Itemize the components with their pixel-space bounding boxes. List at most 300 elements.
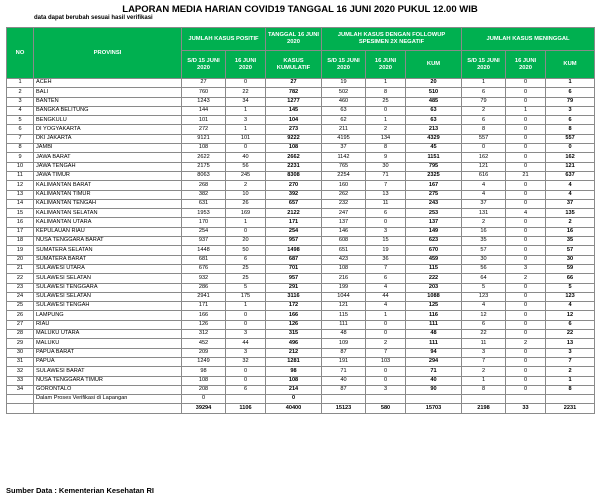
- meninggal-16juni: 0: [506, 227, 546, 236]
- sembuh-kum: 4329: [406, 134, 462, 143]
- positif-16juni: 56: [226, 162, 266, 171]
- meninggal-sd15: 2: [462, 367, 506, 376]
- meninggal-sd15: 557: [462, 134, 506, 143]
- meninggal-16juni: 0: [506, 218, 546, 227]
- table-row: [7, 292, 595, 301]
- header-no: NO: [7, 28, 34, 79]
- sembuh-16juni: 3: [366, 385, 406, 394]
- sembuh-kum: 510: [406, 88, 462, 97]
- total-positif-kumulatif: 40400: [266, 404, 322, 413]
- row-provinsi: KALIMANTAN TIMUR: [34, 190, 182, 199]
- meninggal-16juni: 0: [506, 283, 546, 292]
- sembuh-16juni: 1: [366, 311, 406, 320]
- meninggal-sd15: 35: [462, 237, 506, 246]
- row-no: 31: [7, 357, 34, 366]
- row-provinsi: JAWA BARAT: [34, 153, 182, 162]
- sembuh-16juni: 7: [366, 348, 406, 357]
- sembuh-kum: 2325: [406, 171, 462, 180]
- meninggal-sd15: [462, 395, 506, 404]
- table-row: [7, 88, 595, 97]
- table-row: [7, 125, 595, 134]
- table-row: [7, 283, 595, 292]
- positif-16juni: 0: [226, 311, 266, 320]
- positif-16juni: 0: [226, 320, 266, 329]
- positif-sd15: 2175: [182, 162, 226, 171]
- table-row: [7, 246, 595, 255]
- sembuh-16juni: 6: [366, 209, 406, 218]
- sembuh-16juni: 0: [366, 106, 406, 115]
- meninggal-16juni: 0: [506, 348, 546, 357]
- header-kasus-positif: JUMLAH KASUS POSITIF: [182, 28, 266, 51]
- sembuh-sd15: [322, 395, 366, 404]
- positif-kumulatif: 27: [266, 79, 322, 88]
- row-provinsi: BALI: [34, 88, 182, 97]
- meninggal-16juni: 0: [506, 357, 546, 366]
- positif-kumulatif: 98: [266, 367, 322, 376]
- positif-16juni: 1: [226, 302, 266, 311]
- meninggal-sd15: 162: [462, 153, 506, 162]
- positif-sd15: 208: [182, 385, 226, 394]
- meninggal-16juni: 0: [506, 181, 546, 190]
- meninggal-16juni: 0: [506, 162, 546, 171]
- positif-kumulatif: 392: [266, 190, 322, 199]
- positif-16juni: 245: [226, 171, 266, 180]
- sembuh-kum: 243: [406, 199, 462, 208]
- sembuh-kum: 63: [406, 116, 462, 125]
- positif-16juni: 0: [226, 144, 266, 153]
- sembuh-kum: 149: [406, 227, 462, 236]
- sembuh-sd15: 765: [322, 162, 366, 171]
- positif-sd15: 937: [182, 237, 226, 246]
- sembuh-16juni: 7: [366, 181, 406, 190]
- table-row: [7, 209, 595, 218]
- table-row: [7, 320, 595, 329]
- meninggal-kum: 1: [546, 376, 595, 385]
- header-kasus-date: TANGGAL 16 JUNI 2020: [266, 28, 322, 51]
- meninggal-sd15: 79: [462, 97, 506, 106]
- meninggal-16juni: 0: [506, 88, 546, 97]
- total-sembuh-kum: 15703: [406, 404, 462, 413]
- meninggal-16juni: 4: [506, 209, 546, 218]
- positif-16juni: 34: [226, 97, 266, 106]
- row-provinsi: KALIMANTAN TENGAH: [34, 199, 182, 208]
- sembuh-kum: 63: [406, 106, 462, 115]
- table-row: [7, 79, 595, 88]
- meninggal-sd15: 2: [462, 106, 506, 115]
- positif-16juni: 3: [226, 348, 266, 357]
- sembuh-16juni: 134: [366, 134, 406, 143]
- sembuh-kum: 222: [406, 274, 462, 283]
- positif-16juni: 3: [226, 330, 266, 339]
- row-provinsi: SULAWESI BARAT: [34, 367, 182, 376]
- positif-16juni: 1: [226, 106, 266, 115]
- header-meninggal-kum: KUM: [546, 51, 595, 79]
- sembuh-sd15: 40: [322, 376, 366, 385]
- sembuh-kum: 203: [406, 283, 462, 292]
- positif-16juni: 101: [226, 134, 266, 143]
- meninggal-16juni: 0: [506, 330, 546, 339]
- sembuh-16juni: 1: [366, 116, 406, 125]
- meninggal-16juni: 3: [506, 264, 546, 273]
- sembuh-kum: 275: [406, 190, 462, 199]
- row-no: 24: [7, 292, 34, 301]
- sembuh-sd15: 262: [322, 190, 366, 199]
- sembuh-kum: 115: [406, 264, 462, 273]
- positif-sd15: 1953: [182, 209, 226, 218]
- positif-16juni: 169: [226, 209, 266, 218]
- row-provinsi: KALIMANTAN SELATAN: [34, 209, 182, 218]
- row-provinsi: BENGKULU: [34, 116, 182, 125]
- meninggal-sd15: 56: [462, 264, 506, 273]
- table-row: [7, 218, 595, 227]
- positif-16juni: 6: [226, 255, 266, 264]
- sembuh-16juni: 71: [366, 171, 406, 180]
- positif-16juni: 3: [226, 116, 266, 125]
- meninggal-sd15: 1: [462, 79, 506, 88]
- sembuh-sd15: 502: [322, 88, 366, 97]
- positif-kumulatif: 1498: [266, 246, 322, 255]
- table-row: [7, 255, 595, 264]
- table-row: [7, 395, 595, 404]
- row-provinsi: KEPULAUAN RIAU: [34, 227, 182, 236]
- total-row: [7, 404, 595, 413]
- row-provinsi: SULAWESI TENGGARA: [34, 283, 182, 292]
- header-meninggal-sd15: S/D 15 JUNI 2020: [462, 51, 506, 79]
- row-no: 27: [7, 320, 34, 329]
- meninggal-sd15: 57: [462, 246, 506, 255]
- sembuh-kum: 94: [406, 348, 462, 357]
- total-positif-sd15: 39294: [182, 404, 226, 413]
- row-no: 3: [7, 97, 34, 106]
- row-provinsi: LAMPUNG: [34, 311, 182, 320]
- positif-kumulatif: 104: [266, 116, 322, 125]
- positif-16juni: 0: [226, 376, 266, 385]
- positif-16juni: 25: [226, 264, 266, 273]
- source-note: Sumber Data : Kementerian Kesehatan RI: [6, 486, 154, 495]
- meninggal-sd15: 7: [462, 357, 506, 366]
- positif-kumulatif: 108: [266, 376, 322, 385]
- sembuh-16juni: 8: [366, 144, 406, 153]
- meninggal-kum: 7: [546, 357, 595, 366]
- sembuh-16juni: 44: [366, 292, 406, 301]
- table-row: [7, 171, 595, 180]
- row-provinsi: ACEH: [34, 79, 182, 88]
- row-no: 28: [7, 330, 34, 339]
- positif-16juni: 32: [226, 357, 266, 366]
- sembuh-sd15: 2254: [322, 171, 366, 180]
- row-provinsi: DI YOGYAKARTA: [34, 125, 182, 134]
- sembuh-sd15: 37: [322, 144, 366, 153]
- row-no: 9: [7, 153, 34, 162]
- row-no: 34: [7, 385, 34, 394]
- positif-sd15: 286: [182, 283, 226, 292]
- sembuh-16juni: 11: [366, 199, 406, 208]
- sembuh-sd15: 71: [322, 367, 366, 376]
- meninggal-16juni: 0: [506, 190, 546, 199]
- total-positif-16juni: 1106: [226, 404, 266, 413]
- positif-16juni: 1: [226, 125, 266, 134]
- positif-kumulatif: 2231: [266, 162, 322, 171]
- meninggal-sd15: 8: [462, 125, 506, 134]
- row-no: 22: [7, 274, 34, 283]
- positif-16juni: 0: [226, 227, 266, 236]
- sembuh-sd15: 651: [322, 246, 366, 255]
- sembuh-sd15: 108: [322, 264, 366, 273]
- sembuh-sd15: 109: [322, 339, 366, 348]
- meninggal-16juni: 21: [506, 171, 546, 180]
- positif-16juni: 50: [226, 246, 266, 255]
- table-row: [7, 190, 595, 199]
- meninggal-16juni: 0: [506, 125, 546, 134]
- positif-sd15: 254: [182, 227, 226, 236]
- meninggal-16juni: 2: [506, 339, 546, 348]
- sembuh-kum: 45: [406, 144, 462, 153]
- meninggal-16juni: 0: [506, 311, 546, 320]
- meninggal-sd15: 0: [462, 144, 506, 153]
- row-no: 23: [7, 283, 34, 292]
- meninggal-sd15: 30: [462, 255, 506, 264]
- sembuh-sd15: 48: [322, 330, 366, 339]
- row-provinsi: SULAWESI TENGAH: [34, 302, 182, 311]
- meninggal-kum: 79: [546, 97, 595, 106]
- meninggal-sd15: 6: [462, 116, 506, 125]
- header-positif-kumulatif: KASUS KUMULATIF: [266, 51, 322, 79]
- row-no: 26: [7, 311, 34, 320]
- header-sembuh: JUMLAH KASUS DENGAN FOLLOWUP SPESIMEN 2X NEGATIF: [322, 28, 462, 51]
- positif-kumulatif: 2662: [266, 153, 322, 162]
- sembuh-16juni: 0: [366, 330, 406, 339]
- table-row: [7, 376, 595, 385]
- sembuh-16juni: 6: [366, 274, 406, 283]
- row-no: 6: [7, 125, 34, 134]
- positif-sd15: 0: [182, 395, 226, 404]
- positif-kumulatif: 1281: [266, 357, 322, 366]
- row-no: 18: [7, 237, 34, 246]
- table-row: [7, 385, 595, 394]
- meninggal-sd15: 6: [462, 88, 506, 97]
- meninggal-kum: 8: [546, 385, 595, 394]
- positif-16juni: 44: [226, 339, 266, 348]
- sembuh-16juni: 19: [366, 246, 406, 255]
- positif-kumulatif: 8308: [266, 171, 322, 180]
- sembuh-sd15: 1044: [322, 292, 366, 301]
- verification-note: data dapat berubah sesuai hasil verifikasi: [34, 15, 153, 21]
- positif-sd15: 268: [182, 181, 226, 190]
- meninggal-16juni: 0: [506, 134, 546, 143]
- meninggal-16juni: 0: [506, 246, 546, 255]
- row-provinsi: SULAWESI UTARA: [34, 264, 182, 273]
- row-no: 4: [7, 106, 34, 115]
- positif-kumulatif: 0: [266, 395, 322, 404]
- positif-sd15: 631: [182, 199, 226, 208]
- positif-sd15: 312: [182, 330, 226, 339]
- positif-kumulatif: 254: [266, 227, 322, 236]
- positif-sd15: 126: [182, 320, 226, 329]
- positif-sd15: 1249: [182, 357, 226, 366]
- positif-kumulatif: 957: [266, 274, 322, 283]
- meninggal-sd15: 3: [462, 348, 506, 357]
- positif-16juni: 175: [226, 292, 266, 301]
- meninggal-kum: 4: [546, 181, 595, 190]
- row-no: 33: [7, 376, 34, 385]
- table-row: [7, 153, 595, 162]
- row-provinsi: DKI JAKARTA: [34, 134, 182, 143]
- meninggal-16juni: 0: [506, 385, 546, 394]
- row-no: 14: [7, 199, 34, 208]
- sembuh-kum: 116: [406, 311, 462, 320]
- meninggal-kum: 3: [546, 348, 595, 357]
- meninggal-kum: 162: [546, 153, 595, 162]
- positif-kumulatif: 9222: [266, 134, 322, 143]
- sembuh-kum: 294: [406, 357, 462, 366]
- row-no: [7, 395, 34, 404]
- sembuh-16juni: 30: [366, 162, 406, 171]
- sembuh-kum: 670: [406, 246, 462, 255]
- row-no: 20: [7, 255, 34, 264]
- sembuh-sd15: 146: [322, 227, 366, 236]
- total-meninggal-kum: 2231: [546, 404, 595, 413]
- meninggal-kum: 6: [546, 116, 595, 125]
- positif-sd15: 760: [182, 88, 226, 97]
- meninggal-16juni: 0: [506, 302, 546, 311]
- row-no: 12: [7, 181, 34, 190]
- meninggal-16juni: 0: [506, 320, 546, 329]
- meninggal-kum: 1: [546, 79, 595, 88]
- meninggal-sd15: 1: [462, 376, 506, 385]
- meninggal-sd15: 4: [462, 190, 506, 199]
- meninggal-sd15: 11: [462, 339, 506, 348]
- sembuh-kum: 20: [406, 79, 462, 88]
- positif-16juni: 22: [226, 88, 266, 97]
- meninggal-16juni: 0: [506, 144, 546, 153]
- positif-sd15: 166: [182, 311, 226, 320]
- row-provinsi: SUMATERA BARAT: [34, 255, 182, 264]
- sembuh-kum: [406, 395, 462, 404]
- sembuh-kum: 213: [406, 125, 462, 134]
- meninggal-kum: 4: [546, 190, 595, 199]
- row-no: 11: [7, 171, 34, 180]
- row-provinsi: SUMATERA SELATAN: [34, 246, 182, 255]
- meninggal-kum: 123: [546, 292, 595, 301]
- sembuh-16juni: 0: [366, 376, 406, 385]
- row-no: 16: [7, 218, 34, 227]
- row-no: 25: [7, 302, 34, 311]
- sembuh-sd15: 62: [322, 116, 366, 125]
- row-provinsi: BANGKA BELITUNG: [34, 106, 182, 115]
- positif-16juni: 6: [226, 385, 266, 394]
- positif-kumulatif: 657: [266, 199, 322, 208]
- positif-kumulatif: 172: [266, 302, 322, 311]
- positif-kumulatif: 212: [266, 348, 322, 357]
- report-title: LAPORAN MEDIA HARIAN COVID19 TANGGAL 16 JUNI 2020 PUKUL 12.00 WIB: [122, 4, 478, 15]
- header-meninggal-16juni: 16 JUNI 2020: [506, 51, 546, 79]
- positif-16juni: 26: [226, 199, 266, 208]
- sembuh-16juni: 1: [366, 79, 406, 88]
- meninggal-kum: [546, 395, 595, 404]
- positif-sd15: 108: [182, 376, 226, 385]
- positif-kumulatif: 214: [266, 385, 322, 394]
- header-positif-16juni: 16 JUNI 2020: [226, 51, 266, 79]
- meninggal-kum: 12: [546, 311, 595, 320]
- row-no: 21: [7, 264, 34, 273]
- row-provinsi: BANTEN: [34, 97, 182, 106]
- meninggal-16juni: 0: [506, 199, 546, 208]
- header-sembuh-kum: KUM: [406, 51, 462, 79]
- positif-sd15: 1243: [182, 97, 226, 106]
- row-no: 2: [7, 88, 34, 97]
- sembuh-sd15: 191: [322, 357, 366, 366]
- total-meninggal-16juni: 33: [506, 404, 546, 413]
- total-row-provinsi: [34, 404, 182, 413]
- positif-kumulatif: 273: [266, 125, 322, 134]
- sembuh-kum: 40: [406, 376, 462, 385]
- row-provinsi: Dalam Proses Verifikasi di Lapangan: [34, 395, 182, 404]
- positif-kumulatif: 3116: [266, 292, 322, 301]
- table-row: [7, 348, 595, 357]
- positif-sd15: 681: [182, 255, 226, 264]
- table-row: [7, 199, 595, 208]
- positif-sd15: 8063: [182, 171, 226, 180]
- row-provinsi: GORONTALO: [34, 385, 182, 394]
- meninggal-kum: 37: [546, 199, 595, 208]
- sembuh-kum: 111: [406, 320, 462, 329]
- total-meninggal-sd15: 2198: [462, 404, 506, 413]
- sembuh-sd15: 1142: [322, 153, 366, 162]
- row-provinsi: JAWA TIMUR: [34, 171, 182, 180]
- table-row: [7, 144, 595, 153]
- row-no: 13: [7, 190, 34, 199]
- meninggal-sd15: 2: [462, 218, 506, 227]
- meninggal-16juni: 0: [506, 376, 546, 385]
- header-provinsi: PROVINSI: [34, 28, 182, 79]
- meninggal-16juni: 0: [506, 153, 546, 162]
- row-no: 5: [7, 116, 34, 125]
- meninggal-kum: 637: [546, 171, 595, 180]
- positif-kumulatif: 496: [266, 339, 322, 348]
- positif-kumulatif: 1277: [266, 97, 322, 106]
- positif-sd15: 98: [182, 367, 226, 376]
- meninggal-sd15: 616: [462, 171, 506, 180]
- positif-kumulatif: 957: [266, 237, 322, 246]
- meninggal-sd15: 12: [462, 311, 506, 320]
- row-provinsi: NUSA TENGGARA TIMUR: [34, 376, 182, 385]
- positif-16juni: 10: [226, 190, 266, 199]
- sembuh-16juni: 2: [366, 125, 406, 134]
- meninggal-kum: 5: [546, 283, 595, 292]
- sembuh-16juni: 15: [366, 237, 406, 246]
- header-positif-sd15: S/D 15 JUNI 2020: [182, 51, 226, 79]
- sembuh-sd15: 211: [322, 125, 366, 134]
- meninggal-kum: 66: [546, 274, 595, 283]
- meninggal-kum: 135: [546, 209, 595, 218]
- row-provinsi: SULAWESI SELATAN: [34, 292, 182, 301]
- positif-16juni: 25: [226, 274, 266, 283]
- total-sembuh-16juni: 580: [366, 404, 406, 413]
- sembuh-kum: 48: [406, 330, 462, 339]
- sembuh-kum: 137: [406, 218, 462, 227]
- positif-sd15: 9121: [182, 134, 226, 143]
- positif-sd15: 108: [182, 144, 226, 153]
- row-provinsi: NUSA TENGGARA BARAT: [34, 237, 182, 246]
- meninggal-sd15: 16: [462, 227, 506, 236]
- meninggal-kum: 8: [546, 125, 595, 134]
- sembuh-sd15: 87: [322, 348, 366, 357]
- table-row: [7, 264, 595, 273]
- row-provinsi: KALIMANTAN UTARA: [34, 218, 182, 227]
- sembuh-16juni: 8: [366, 88, 406, 97]
- positif-kumulatif: 126: [266, 320, 322, 329]
- positif-16juni: 20: [226, 237, 266, 246]
